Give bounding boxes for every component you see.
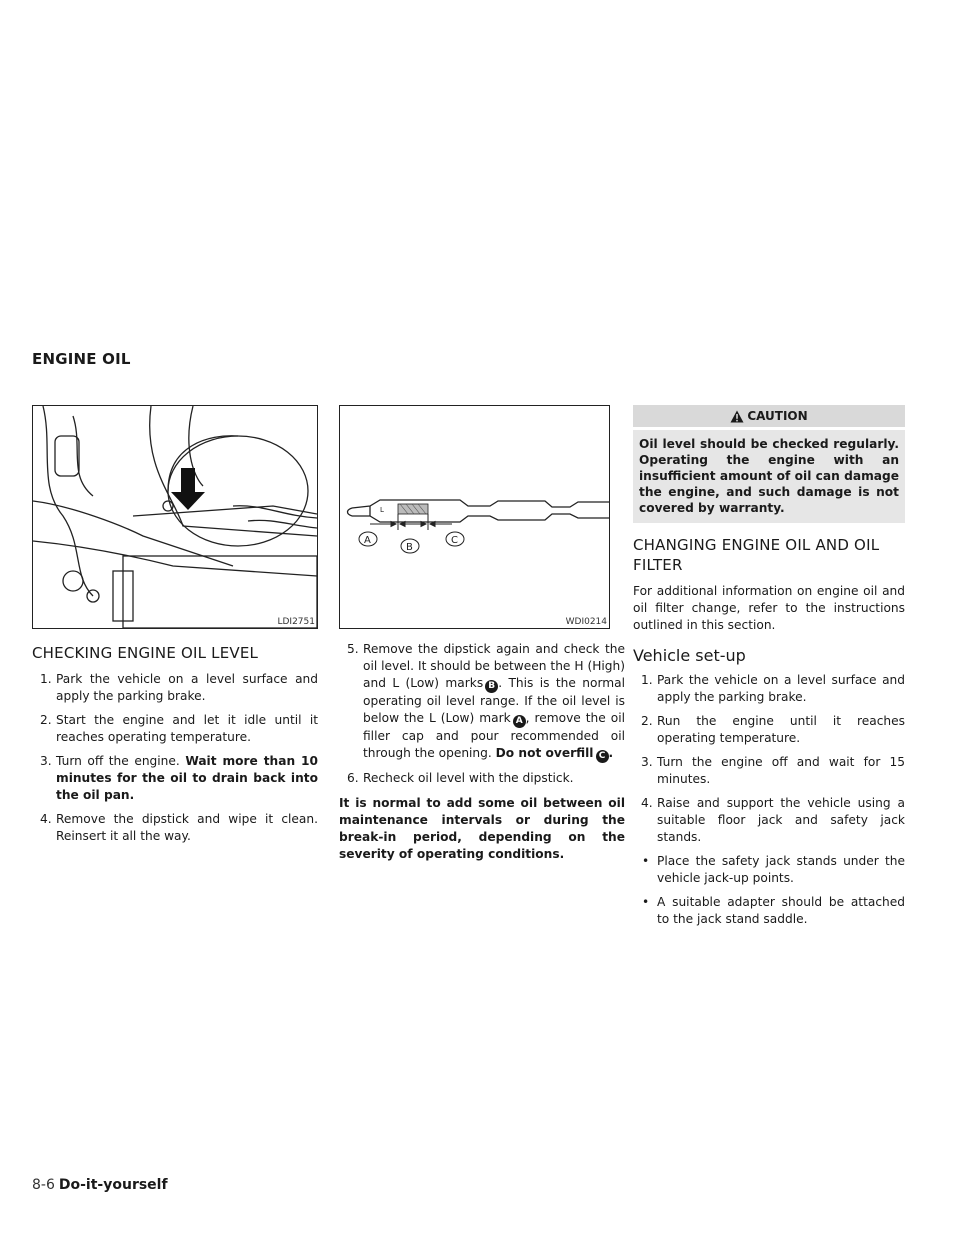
break-in-note: It is normal to add some oil between oil maintenance intervals or during the break-in period, depending on the severity of operating conditions. bbox=[339, 796, 625, 861]
chapter-name: Do-it-yourself bbox=[58, 1177, 168, 1193]
setup-step-1 bbox=[633, 672, 905, 706]
engine-illustration bbox=[33, 406, 317, 628]
setup-bullets bbox=[633, 853, 905, 928]
step-number: 5. bbox=[347, 642, 359, 656]
vehicle-setup-subtitle: Vehicle set-up bbox=[633, 646, 746, 665]
bullet-icon: • bbox=[642, 854, 650, 868]
step-number: 6. bbox=[347, 771, 359, 785]
dipstick-illustration bbox=[340, 406, 609, 628]
bullet-text: A suitable adapter should be attached to the jack stand saddle. bbox=[657, 895, 905, 926]
marker-c-label: C bbox=[451, 535, 458, 546]
step-emphasis: Do not overfill bbox=[495, 746, 594, 760]
step-text: Start the engine and let it idle until it reaches operating temperature. bbox=[56, 713, 318, 744]
step-3 bbox=[32, 753, 318, 804]
caution-header bbox=[633, 405, 905, 427]
step-text: Raise and support the vehicle using a suitable floor jack and safety jack stands. bbox=[657, 796, 905, 844]
step-text: . This is the normal operating oil level range. If the oil level is below the L (Low) mark bbox=[363, 676, 626, 725]
caution-title: CAUTION bbox=[747, 409, 808, 423]
page-footer bbox=[32, 1177, 168, 1193]
step-text: , remove the oil filler cap and pour recommended oil through the opening. bbox=[363, 711, 625, 760]
step-emphasis-end: . bbox=[608, 746, 614, 760]
section-heading: ENGINE OIL bbox=[32, 350, 131, 368]
checking-steps bbox=[32, 671, 318, 845]
warning-icon bbox=[730, 410, 744, 423]
bullet-item bbox=[633, 853, 905, 887]
step-number: 2. bbox=[641, 714, 653, 728]
step-number: 4. bbox=[40, 812, 52, 826]
marker-c-icon: C bbox=[596, 750, 609, 763]
step-5 bbox=[339, 641, 625, 763]
engine-figure bbox=[32, 405, 318, 629]
dipstick-figure bbox=[339, 405, 610, 629]
marker-b-icon: B bbox=[485, 680, 498, 693]
bullet-item bbox=[633, 894, 905, 928]
step-4 bbox=[32, 811, 318, 845]
step-text: Remove the dipstick again and check the oil level. It should be between the H (High) and L (Low) marks bbox=[363, 642, 625, 690]
figure-code: WDI0214 bbox=[565, 617, 607, 627]
marker-a-label: A bbox=[364, 535, 371, 546]
step-number: 1. bbox=[641, 673, 653, 687]
step-6 bbox=[339, 770, 625, 787]
marker-a-icon: A bbox=[513, 715, 526, 728]
step-text: Park the vehicle on a level surface and apply the parking brake. bbox=[56, 672, 318, 703]
step-number: 2. bbox=[40, 713, 52, 727]
column-right bbox=[633, 405, 905, 935]
caution-text: Oil level should be checked regularly. Operating the engine with an insufficient amount of oil can damage the engine, and such damage is not covered by warranty. bbox=[633, 430, 905, 523]
step-1 bbox=[32, 671, 318, 705]
setup-step-2 bbox=[633, 713, 905, 747]
marker-b-label: B bbox=[406, 542, 413, 553]
column-middle bbox=[339, 405, 625, 863]
bullet-text: Place the safety jack stands under the vehicle jack-up points. bbox=[657, 854, 905, 885]
column-left bbox=[32, 405, 318, 852]
step-2 bbox=[32, 712, 318, 746]
setup-step-4 bbox=[633, 795, 905, 846]
step-text: Run the engine until it reaches operating temperature. bbox=[657, 714, 905, 745]
figure-code: LDI2751 bbox=[277, 617, 315, 627]
step-text: Turn off the engine. bbox=[56, 754, 186, 768]
step-text: Park the vehicle on a level surface and apply the parking brake. bbox=[657, 673, 905, 704]
setup-steps bbox=[633, 672, 905, 846]
checking-steps-continued bbox=[339, 641, 625, 787]
step-emphasis: Wait more than 10 minutes for the oil to drain back into the oil pan. bbox=[56, 754, 318, 802]
step-text: Remove the dipstick and wipe it clean. Reinsert it all the way. bbox=[56, 812, 318, 843]
setup-step-3 bbox=[633, 754, 905, 788]
checking-title: CHECKING ENGINE OIL LEVEL bbox=[32, 644, 259, 662]
dipstick-scale-label: L bbox=[380, 506, 384, 514]
step-number: 3. bbox=[641, 755, 653, 769]
page-number: 8-6 bbox=[32, 1177, 55, 1193]
step-number: 4. bbox=[641, 796, 653, 810]
step-text: Turn the engine off and wait for 15 minutes. bbox=[657, 755, 905, 786]
step-text: Recheck oil level with the dipstick. bbox=[363, 771, 574, 785]
changing-title: CHANGING ENGINE OIL AND OIL FILTER bbox=[633, 536, 880, 574]
changing-intro: For additional information on engine oil and oil filter change, refer to the instructions outlined in this section. bbox=[633, 584, 905, 632]
step-number: 3. bbox=[40, 754, 52, 768]
bullet-icon: • bbox=[642, 895, 650, 909]
step-number: 1. bbox=[40, 672, 52, 686]
down-arrow-icon bbox=[171, 468, 205, 510]
